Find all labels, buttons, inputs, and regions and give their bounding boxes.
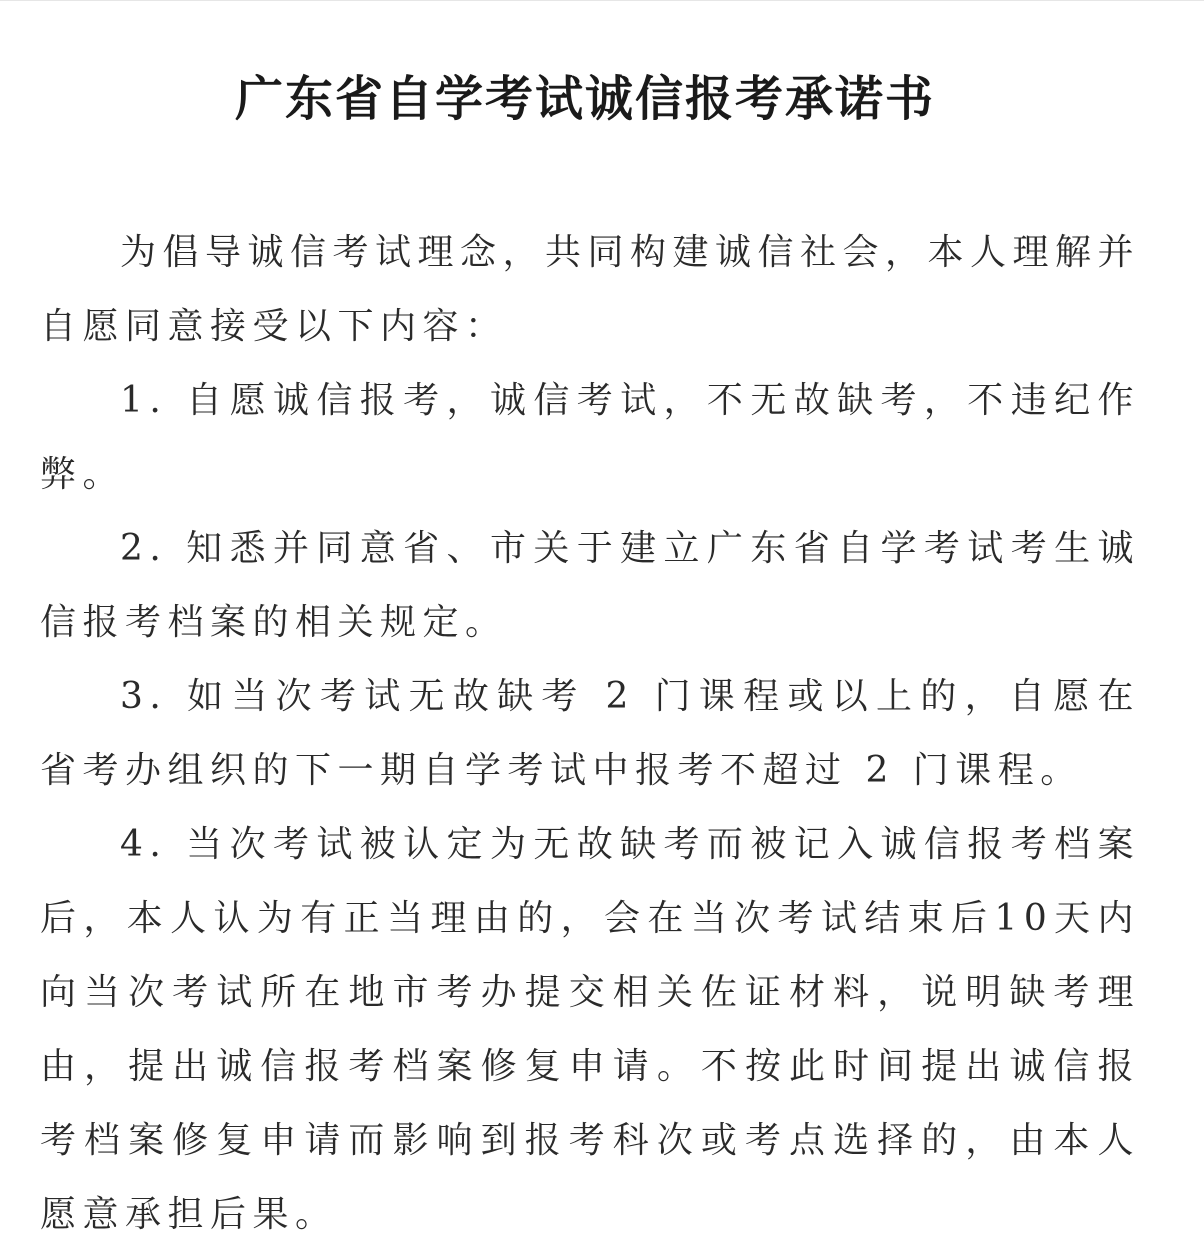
paragraph-item-1: 1. 自愿诚信报考，诚信考试，不无故缺考，不违纪作弊。 [40, 380, 1140, 495]
paragraph-item-2: 2. 知悉并同意省、市关于建立广东省自学考试考生诚信报考档案的相关规定。 [40, 528, 1140, 643]
document-body [40, 216, 1140, 1252]
document-title: 广东省自学考试诚信报考承诺书 [234, 71, 935, 127]
paragraph-intro: 为倡导诚信考试理念，共同构建诚信社会，本人理解并自愿同意接受以下内容： [40, 232, 1141, 347]
paragraph-item-3: 3. 如当次考试无故缺考 2 门课程或以上的，自愿在省考办组织的下一期自学考试中报考不超过 2 门课程。 [40, 676, 1140, 791]
paragraph-item-4: 4. 当次考试被认定为无故缺考而被记入诚信报考档案后，本人认为有正当理由的，会在当次考试结束后10天内向当次考试所在地市考办提交相关佐证材料，说明缺考理由，提出诚信报考档案修复申请。不按此时间提出诚信报考档案修复申请而影响到报考科次或考点选择的，由本人愿意承担后果。 [40, 824, 1140, 1235]
